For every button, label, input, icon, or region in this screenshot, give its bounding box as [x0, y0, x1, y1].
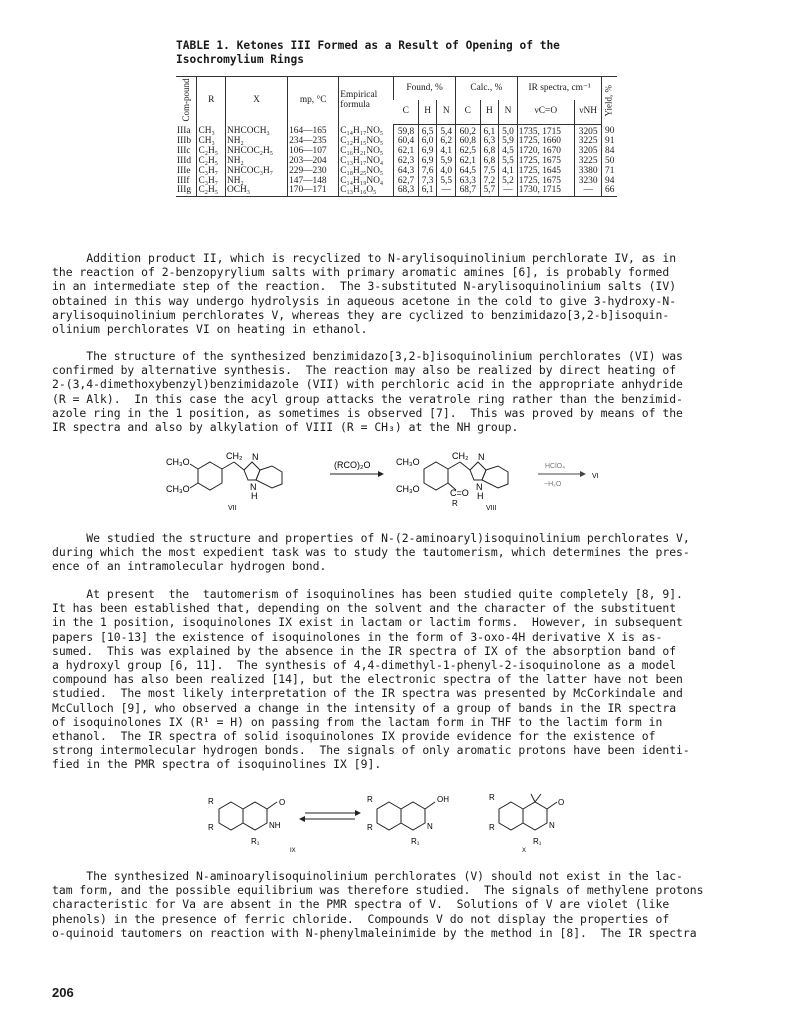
table-cell-cn: 5,2: [499, 177, 518, 187]
table-cell-fn: 4,0: [437, 167, 456, 177]
col-x: X: [225, 77, 287, 125]
ch2-label: CH₂: [226, 451, 243, 461]
text-line: At present the tautomerism of isoquinolines has been studied quite completely [8, 9].: [52, 587, 683, 601]
col-r: R: [197, 77, 226, 125]
ch3o-label: CH₃O: [166, 457, 190, 467]
table-cell-ch: 6,8: [480, 147, 499, 157]
table-cell-mp: 164—165: [288, 124, 339, 137]
text-line: in an intermediate step of the reaction. The 3-substituted N-arylisoquinolinium salts (IV): [52, 279, 677, 294]
h-label: H: [477, 491, 484, 501]
col-yield: Yield, %: [602, 77, 617, 125]
col-vnh: νNH: [574, 100, 602, 124]
table-cell-mp: 170—171: [288, 186, 339, 196]
table-cell-mp: 106—107: [288, 147, 339, 157]
minus-water-label: −H₂O: [544, 481, 562, 488]
table-cell-vnh: 3225: [574, 157, 602, 167]
table-cell-x: NHCOCH₃: [225, 124, 287, 137]
scheme-ix-x: [195, 788, 575, 856]
table-cell-x: NHCOC₃H₇: [225, 167, 287, 177]
table-cell-formula: C₁₃H₁₇NO₄: [339, 157, 394, 167]
r-label: R: [367, 823, 373, 832]
table-cell-x: NH₂: [225, 137, 287, 147]
table-cell-fh: 6,5: [418, 124, 437, 137]
table-cell-vco: 1725, 1645: [517, 167, 574, 177]
table-cell-x: NH₂: [225, 157, 287, 167]
compound-label-viii: VIII: [486, 505, 497, 512]
table-cell-yield: 84: [602, 147, 617, 157]
col-formula: Empirical formula: [339, 77, 394, 125]
col-found-c: C: [394, 100, 419, 124]
table-cell-vnh: —: [574, 186, 602, 196]
table-cell-cn: 5,9: [499, 137, 518, 147]
table-cell-yield: 66: [602, 186, 617, 196]
table-cell-x: OCH₃: [225, 186, 287, 196]
paragraph-1: [52, 251, 742, 336]
col-calc-n: N: [499, 100, 518, 124]
text-line: McCulloch [9], who observed a change in the intensity of a group of bands in the IR spectra: [52, 700, 677, 715]
paragraph-2: [52, 349, 742, 434]
table-cell-formula: C₁₄H₁₉NO₄: [339, 177, 394, 187]
text-line: the reaction of 2-benzopyrylium salts with primary aromatic amines [6], is probably formed: [52, 265, 670, 280]
text-line: tam form, and the possible equilibrium was therefore studied. The signals of methylene protons: [52, 883, 704, 898]
r-label: R: [208, 797, 214, 806]
text-line: olinium perchlorates VI on heating in ethanol.: [52, 322, 368, 337]
table-cell-x: NHCOC₂H₅: [225, 147, 287, 157]
table-cell-vnh: 3225: [574, 137, 602, 147]
table-cell-ch: 6,3: [480, 137, 499, 147]
table-cell-cc: 60,8: [456, 137, 481, 147]
oxygen-label: O: [558, 798, 565, 807]
table-cell-mp: 203—204: [288, 157, 339, 167]
n-label: N: [252, 452, 259, 462]
table-cell-formula: C₁₈H₂₅NO₅: [339, 167, 394, 177]
col-ir: IR spectra, cm⁻¹: [517, 77, 602, 101]
text-line: compound has also been realized [14], but the electronic spectra of the latter have not been: [52, 672, 683, 687]
table-cell-cc: 62,5: [456, 147, 481, 157]
table-cell-vco: 1730, 1715: [517, 186, 574, 196]
table-cell-ch: 6,8: [480, 157, 499, 167]
table-caption-line1: TABLE 1. Ketones III Formed as a Result of Opening of the: [176, 39, 560, 52]
table-caption-line2: Isochromylium Rings: [176, 53, 304, 66]
r-label: R: [489, 793, 495, 802]
r1-label: R₁: [411, 837, 420, 846]
n-label: N: [427, 822, 433, 831]
table-cell-vnh: 3205: [574, 147, 602, 157]
ch3o-label: CH₃O: [396, 484, 420, 494]
text-line: The synthesized N-aminoarylisoquinolinium perchlorates (V) should not exist in the lac-: [52, 869, 683, 883]
table-cell-vnh: 3205: [574, 124, 602, 137]
n-label: N: [549, 821, 555, 830]
n-label: N: [476, 482, 483, 492]
text-line: in the 1 position, isoquinolones IX exist in lactam or lactim forms. However, in subsequent: [52, 615, 683, 630]
compound-label-vii: VII: [228, 505, 237, 512]
reagent-label: HClO₄: [545, 463, 565, 470]
reagent-label: (RCO)₂O: [334, 460, 371, 470]
table-cell-fh: 6,0: [418, 137, 437, 147]
table-cell-ch: 7,5: [480, 167, 499, 177]
r-label: R: [452, 499, 458, 508]
ch3o-label: CH₃O: [396, 457, 420, 467]
r-label: R: [489, 823, 495, 832]
table-cell-vco: 1725, 1675: [517, 177, 574, 187]
table-row: [176, 186, 617, 196]
text-line: It has been established that, depending on the solvent and the character of the substituent: [52, 601, 677, 616]
table-cell-fn: —: [437, 186, 456, 196]
table-cell-fn: 6,2: [437, 137, 456, 147]
text-line: Addition product II, which is recyclized to N-arylisoquinolinium perchlorate IV, as in: [52, 251, 677, 265]
table-cell-x: NH₂: [225, 177, 287, 187]
col-vco: νC=O: [517, 100, 574, 124]
table-cell-compound: IIIb: [177, 136, 192, 147]
table-cell-vco: 1725, 1660: [517, 137, 574, 147]
text-line: o-quinoid tautomers on reaction with N-phenylmaleinimide by the method in [8]. The IR spectra: [52, 925, 697, 940]
table-cell-yield: 94: [602, 177, 617, 187]
table-cell-cc: 60,2: [456, 124, 481, 137]
paragraph-5: [52, 869, 742, 940]
table-cell-fh: 7,6: [418, 167, 437, 177]
table-cell-r: C₂H₅: [197, 147, 226, 157]
text-line: of isoquinolones IX (R¹ = H) on passing from the lactam form in THF to the lactim form in: [52, 714, 663, 729]
text-line: ethanol. The IR spectra of solid isoquinolones IX provide evidence for the existence of: [52, 729, 656, 744]
text-line: (R = Alk). In this case the acyl group attacks the veratrole ring rather than the benzimid-: [52, 391, 683, 406]
table-cell-mp: 147—148: [288, 177, 339, 187]
table-cell-fh: 6,1: [418, 186, 437, 196]
table-cell-compound: IIIc: [177, 146, 191, 157]
table-cell-compound: IIIe: [177, 165, 191, 176]
table-cell-r: C₂H₅: [197, 186, 226, 196]
compound-label-vi: VI: [592, 473, 599, 480]
table-cell-formula: C₁₂H₁₅NO₅: [339, 137, 394, 147]
table-cell-yield: 90: [602, 124, 617, 137]
table-cell-compound: IIIg: [176, 186, 197, 196]
table-cell-r: CH₃: [197, 124, 226, 137]
page-number: 206: [52, 985, 74, 1000]
paragraph-3: [52, 531, 742, 574]
text-line: azole ring in the 1 position, as sometimes is observed [7]. This was proved by means of the: [52, 405, 683, 420]
h-label: H: [251, 491, 258, 501]
n-label: N: [250, 482, 257, 492]
table-cell-cn: 5,0: [499, 124, 518, 137]
table-cell-vco: 1735, 1715: [517, 124, 574, 137]
ch2-label: CH₂: [452, 451, 469, 461]
table-cell-fh: 6,9: [418, 157, 437, 167]
n-label: N: [478, 452, 485, 462]
table-cell-cc: 62,1: [456, 157, 481, 167]
col-compound: Com-pound: [176, 77, 197, 125]
text-line: ence of an intramolecular hydrogen bond.: [52, 559, 327, 574]
col-calc: Calc., %: [456, 77, 518, 101]
text-line: 2-(3,4-dimethoxybenzyl)benzimidazole (VII) with perchloric acid in the appropriate anhydride: [52, 377, 683, 392]
table-cell-yield: 71: [602, 167, 617, 177]
text-line: papers [10-13] the existence of isoquinolones in the form of 3-oxo-4H derivative X is as-: [52, 629, 663, 644]
col-found: Found, %: [394, 77, 456, 101]
r-label: R: [208, 823, 214, 832]
table-cell-formula: C₁₆H₂₁NO₅: [339, 147, 394, 157]
text-line: arylisoquinolinium perchlorates V, whereas they are cyclized to benzimidazo[3,2-b]isoquin-: [52, 307, 670, 322]
text-line: characteristic for Va are absent in the PMR spectra of V. Solutions of V are violet (like: [52, 897, 670, 912]
table-cell-cn: —: [499, 186, 518, 196]
carbonyl-label: C=O: [450, 488, 469, 498]
compound-label-x: X: [522, 848, 527, 854]
table-cell-mp: 229—230: [288, 167, 339, 177]
text-line: studied. The most likely interpretation of the IR spectra was presented by McCorkindale and: [52, 686, 683, 701]
table-caption: [176, 39, 560, 67]
table-row: [176, 124, 617, 137]
text-line: obtained in this way undergo hydrolysis in aqueous acetone in the cold to give 3-hydroxy-N-: [52, 293, 677, 308]
table-cell-fn: 4,1: [437, 147, 456, 157]
table-cell-r: CH₃: [197, 137, 226, 147]
table-cell-ch: 6,1: [480, 124, 499, 137]
table-cell-yield: 50: [602, 157, 617, 167]
text-line: during which the most expedient task was to study the tautomerism, which determines the pres-: [52, 545, 690, 560]
table-cell-fc: 62,1: [394, 147, 419, 157]
table-cell-fh: 6,9: [418, 147, 437, 157]
table-cell-cn: 5,5: [499, 157, 518, 167]
text-line: a hydroxyl group [6, 11]. The synthesis of 4,4-dimethyl-1-phenyl-2-isoquinolone as a model: [52, 658, 677, 673]
ch3o-label: CH₃O: [166, 484, 190, 494]
table-cell-cc: 63,3: [456, 177, 481, 187]
table-cell-vco: 1720, 1670: [517, 147, 574, 157]
text-line: We studied the structure and properties of N-(2-aminoaryl)isoquinolinium perchlorates V,: [52, 531, 690, 545]
table-cell-compound: IIId: [177, 155, 192, 166]
table-cell-vco: 1725, 1675: [517, 157, 574, 167]
text-line: IR spectra and also by alkylation of VIII (R = CH₃) at the NH group.: [52, 420, 519, 435]
table-cell-fc: 64,3: [394, 167, 419, 177]
text-line: confirmed by alternative synthesis. The reaction may also be realized by direct heating of: [52, 363, 677, 378]
table-cell-fc: 68,3: [394, 186, 419, 196]
table-cell-cc: 68,7: [456, 186, 481, 196]
text-line: sumed. This was explained by the absence in the IR spectra of IX of the absorption band of: [52, 643, 677, 658]
table-cell-fc: 62,7: [394, 177, 419, 187]
table-cell-yield: 91: [602, 137, 617, 147]
paragraph-4: [52, 587, 742, 772]
compound-label-ix: IX: [290, 848, 296, 854]
col-calc-c: C: [456, 100, 481, 124]
table-cell-compound: IIIf: [177, 175, 190, 186]
r1-label: R₁: [251, 837, 260, 846]
table-cell-cn: 4,1: [499, 167, 518, 177]
table-cell-fc: 59,8: [394, 124, 419, 137]
text-line: fied in the PMR spectra of isoquinolines IX [9].: [52, 757, 382, 772]
nh-label: NH: [269, 821, 281, 830]
table-cell-formula: C₁₃H₁₆O₅: [339, 186, 394, 196]
table-cell-compound: IIIa: [177, 126, 191, 137]
table-cell-fc: 60,4: [394, 137, 419, 147]
table-cell-formula: C₁₄H₁₇NO₅: [339, 124, 394, 137]
ketones-table: [176, 76, 617, 197]
table-cell-vnh: 3230: [574, 177, 602, 187]
oxygen-label: O: [279, 798, 286, 807]
table-cell-fh: 7,3: [418, 177, 437, 187]
col-calc-h: H: [480, 100, 499, 124]
table-cell-ch: 7,2: [480, 177, 499, 187]
table-cell-r: C₂H₅: [197, 157, 226, 167]
col-found-h: H: [418, 100, 437, 124]
table-cell-cn: 4,5: [499, 147, 518, 157]
table-cell-mp: 234—235: [288, 137, 339, 147]
col-mp: mp, °C: [288, 77, 339, 125]
table-cell-r: C₃H₇: [197, 177, 226, 187]
table-cell-cc: 64,5: [456, 167, 481, 177]
table-cell-fn: 5,4: [437, 124, 456, 137]
table-cell-vnh: 3380: [574, 167, 602, 177]
table-cell-fc: 62,3: [394, 157, 419, 167]
text-line: strong intermolecular hydrogen bonds. The signals of only aromatic protons have been identi-: [52, 743, 690, 758]
r-label: R: [367, 795, 373, 804]
text-line: The structure of the synthesized benzimidazo[3,2-b]isoquinolinium perchlorates (VI) was: [52, 349, 683, 363]
col-found-n: N: [437, 100, 456, 124]
hydroxyl-label: OH: [437, 795, 449, 804]
table-cell-r: C₃H₇: [197, 167, 226, 177]
text-line: phenols) in the presence of ferric chloride. Compounds V do not display the properties of: [52, 911, 670, 926]
r1-label: R₁: [533, 837, 542, 846]
table-cell-ch: 5,7: [480, 186, 499, 196]
table-cell-fn: 5,9: [437, 157, 456, 167]
scheme-vii-viii: [160, 448, 630, 516]
table-cell-fn: 5,5: [437, 177, 456, 187]
